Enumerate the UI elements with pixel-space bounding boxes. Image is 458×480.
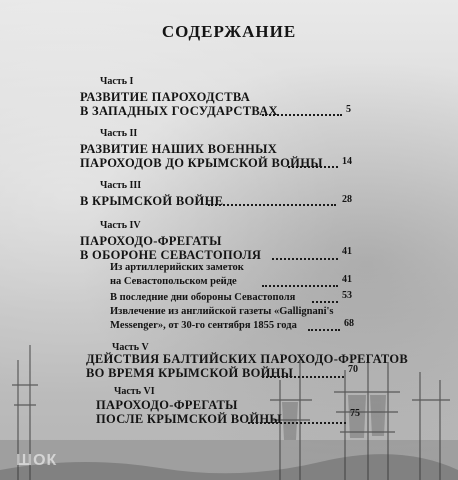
part-4-leader: [272, 258, 338, 260]
part-2-label: Часть II: [100, 128, 138, 139]
sub-2-line-1: В последние дни обороны Севастополя: [110, 292, 296, 303]
part-6-title-line-1: ПАРОХОДО-ФРЕГАТЫ: [96, 398, 238, 412]
part-4-title-line-1: ПАРОХОДО-ФРЕГАТЫ: [80, 234, 222, 248]
part-3-page: 28: [342, 194, 352, 205]
part-4-title-line-2: В ОБОРОНЕ СЕВАСТОПОЛЯ: [80, 248, 262, 262]
watermark: ШОК: [16, 452, 58, 469]
part-5-label: Часть V: [112, 342, 149, 353]
sub-1-line-2: на Севастопольском рейде: [110, 276, 237, 287]
part-6-page: 75: [350, 408, 360, 419]
sub-3-page: 68: [344, 318, 354, 329]
part-4-label: Часть IV: [100, 220, 141, 231]
part-5-leader: [262, 376, 344, 378]
part-5-page: 70: [348, 364, 358, 375]
part-6-title-line-2: ПОСЛЕ КРЫМСКОЙ ВОЙНЫ: [96, 412, 282, 426]
part-1-title-line-2: В ЗАПАДНЫХ ГОСУДАРСТВАХ: [80, 104, 278, 118]
part-6-label: Часть VI: [114, 386, 155, 397]
part-2-title-line-2: ПАРОХОДОВ ДО КРЫМСКОЙ ВОЙНЫ: [80, 156, 323, 170]
part-1-page: 5: [346, 104, 351, 115]
part-1-leader: [262, 114, 342, 116]
part-2-leader: [288, 166, 338, 168]
part-3-title-line-1: В КРЫМСКОЙ ВОЙНЕ: [80, 194, 224, 208]
sub-2-leader: [312, 301, 338, 303]
sub-3-line-1: Извлечение из английской газеты «Gallignani's: [110, 306, 334, 317]
sub-3-leader: [308, 329, 340, 331]
part-5-title-line-2: ВО ВРЕМЯ КРЫМСКОЙ ВОЙНЫ: [86, 366, 294, 380]
sub-3-line-2: Messenger», от 30-го сентября 1855 года: [110, 320, 297, 331]
part-5-title-line-1: ДЕЙСТВИЯ БАЛТИЙСКИХ ПАРОХОДО-ФРЕГАТОВ: [86, 352, 409, 366]
part-3-label: Часть III: [100, 180, 142, 191]
part-2-title-line-1: РАЗВИТИЕ НАШИХ ВОЕННЫХ: [80, 142, 278, 156]
part-2-page: 14: [342, 156, 352, 167]
sub-1-page: 41: [342, 274, 352, 285]
part-6-leader: [248, 422, 346, 424]
sub-2-page: 53: [342, 290, 352, 301]
part-4-page: 41: [342, 246, 352, 257]
part-1-label: Часть I: [100, 76, 134, 87]
part-3-leader: [208, 204, 336, 206]
part-1-title-line-1: РАЗВИТИЕ ПАРОХОДСТВА: [80, 90, 251, 104]
sub-1-line-1: Из артиллерийских заметок: [110, 262, 244, 273]
contents-heading: СОДЕРЖАНИЕ: [161, 22, 297, 41]
sub-1-leader: [262, 285, 338, 287]
